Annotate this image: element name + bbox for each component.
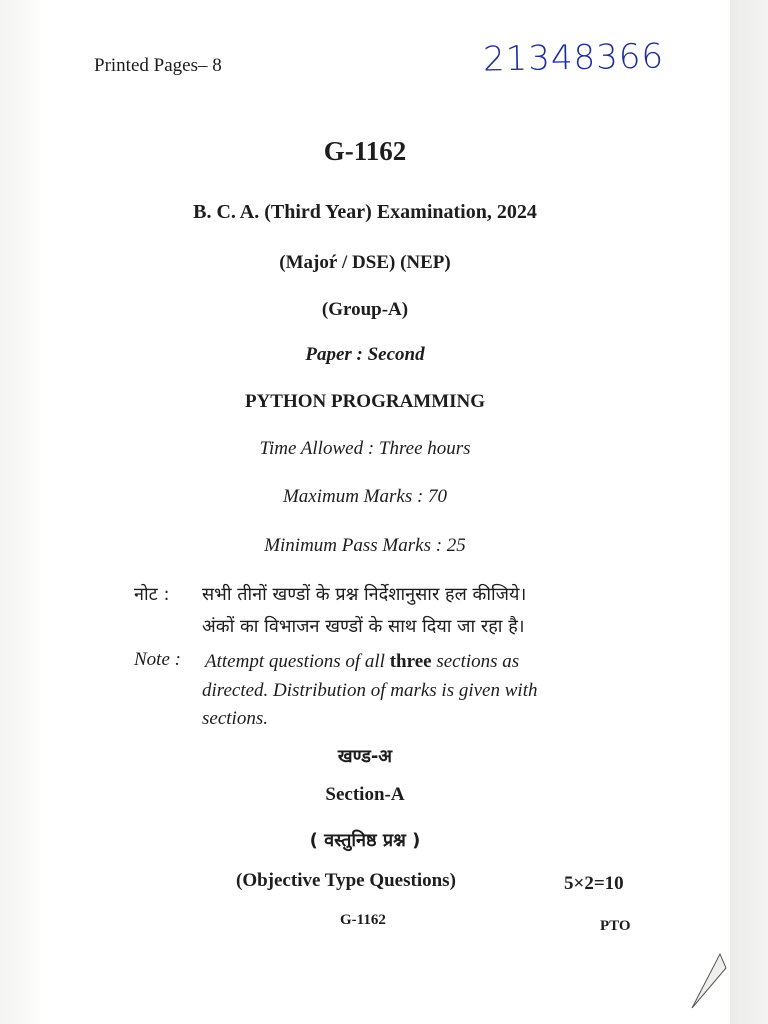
- footer-paper-code: G-1162: [340, 912, 386, 928]
- exam-category: (Majoŕ / DSE) (NEP): [279, 252, 451, 273]
- handwritten-roll-number: 21348366: [482, 36, 665, 80]
- maximum-marks: Maximum Marks : 70: [282, 486, 448, 507]
- note-english-line-1: [205, 651, 519, 673]
- note-english-emphasis: three: [389, 651, 432, 672]
- question-type-english: (Objective Type Questions): [236, 870, 456, 891]
- page-curl-corner: [690, 950, 730, 1010]
- time-allowed: Time Allowed : Three hours: [259, 438, 471, 459]
- note-english-line-1-start: Attempt questions of all: [205, 651, 385, 672]
- paper-number: Paper : Second: [305, 344, 425, 365]
- section-marks: 5×2=10: [564, 873, 624, 894]
- note-hindi-label: नोट :: [134, 584, 170, 605]
- exam-group: (Group-A): [321, 299, 409, 320]
- section-heading-english: Section-A: [325, 784, 405, 805]
- note-english-line-3: sections.: [202, 708, 268, 729]
- note-english-line-2: directed. Distribution of marks is given with: [202, 680, 538, 701]
- page-right-margin: [730, 0, 768, 1024]
- subject-title: PYTHON PROGRAMMING: [244, 391, 486, 412]
- page-left-margin: [0, 0, 40, 1024]
- footer-pto: PTO: [600, 918, 631, 934]
- printed-pages: Printed Pages– 8: [94, 55, 222, 76]
- note-hindi-line-1: सभी तीनों खण्डों के प्रश्न निर्देशानुसार हल कीजिये।: [202, 584, 527, 605]
- question-type-hindi: ( वस्तुनिष्ठ प्रश्न ): [309, 830, 421, 851]
- paper-code: G-1162: [323, 136, 407, 166]
- note-english-line-1-end: sections as: [436, 651, 520, 672]
- exam-title: B. C. A. (Third Year) Examination, 2024: [193, 201, 537, 223]
- section-heading-hindi: खण्ड-अ: [337, 746, 393, 767]
- note-english-label: Note :: [134, 649, 181, 670]
- note-hindi-line-2: अंकों का विभाजन खण्डों के साथ दिया जा रहा है।: [202, 616, 525, 637]
- minimum-pass-marks: Minimum Pass Marks : 25: [264, 535, 466, 556]
